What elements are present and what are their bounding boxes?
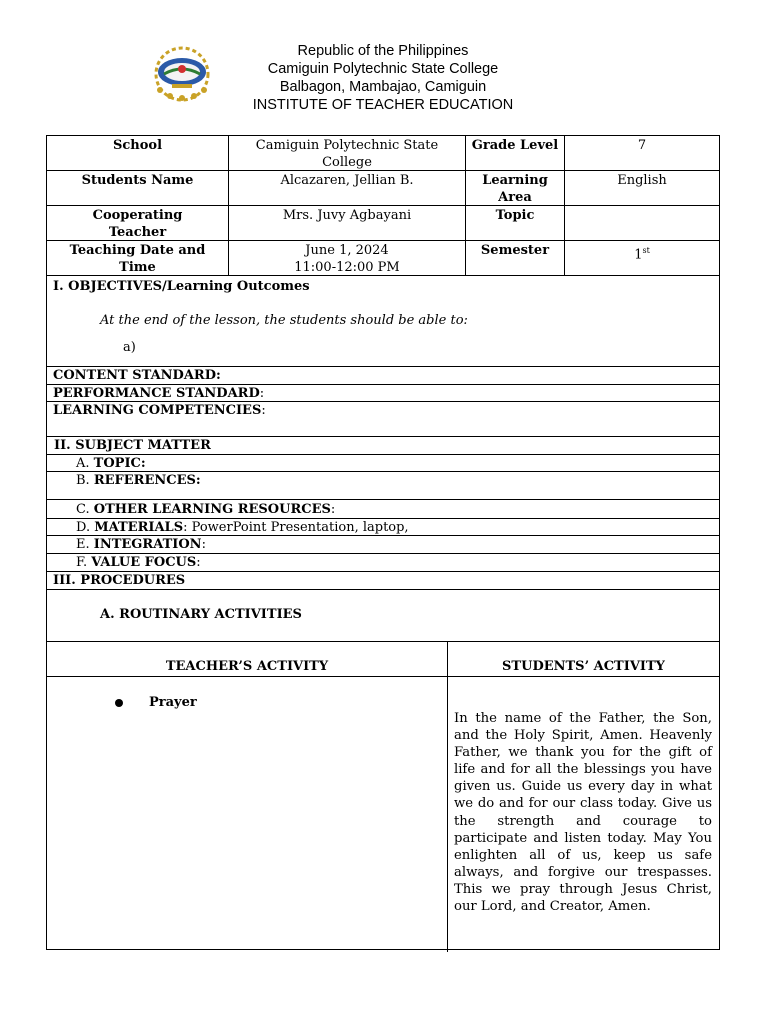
subject-item-topic-row (47, 454, 719, 472)
subject-item-label: OTHER LEARNING RESOURCES (93, 502, 331, 517)
subject-item-integration-row (47, 535, 719, 554)
routinary-activities-heading: A. ROUTINARY ACTIVITIES (100, 607, 302, 622)
procedures-heading: III. PROCEDURES (53, 573, 186, 588)
header-line-republic: Republic of the Philippines (297, 43, 469, 59)
subject-item-label: VALUE FOCUS (91, 555, 197, 570)
info-row-school (47, 136, 719, 170)
learning-competencies-label: LEARNING COMPETENCIES (53, 403, 262, 418)
header-line-college: Camiguin Polytechnic State College (267, 61, 499, 77)
subject-item-rest: : PowerPoint Presentation, laptop, (183, 520, 409, 535)
subject-matter-heading-row (47, 436, 719, 455)
subject-item-label: INTEGRATION (93, 537, 202, 552)
grade-level-label: Grade Level (465, 136, 564, 170)
subject-item-label: TOPIC: (93, 456, 146, 471)
learning-competencies-row (47, 401, 719, 437)
teachers-activity-header: TEACHER’S ACTIVITY (165, 659, 329, 674)
cooperating-teacher-value: Mrs. Juvy Agbayani (228, 206, 465, 241)
subject-item-rest: : (201, 537, 206, 552)
semester-label: Semester (465, 241, 564, 276)
subject-item-letter: F. (76, 555, 88, 570)
subject-item-references-row (47, 471, 719, 500)
topic-label: Topic (465, 206, 564, 241)
students-activity-header: STUDENTS’ ACTIVITY (447, 642, 719, 677)
subject-item-letter: A. (76, 456, 90, 471)
school-label: School (112, 138, 163, 153)
objective-item-a: a) (123, 340, 136, 355)
student-name-value: Alcazaren, Jellian B. (228, 171, 465, 206)
info-row-student (47, 170, 719, 206)
subject-item-rest: : (196, 555, 201, 570)
cooperating-teacher-label: Cooperating Teacher (92, 208, 183, 240)
performance-standard-row (47, 384, 719, 402)
grade-level-value: 7 (564, 136, 719, 170)
teaching-time: 11:00-12:00 PM (294, 260, 400, 275)
bullet-icon (115, 699, 123, 707)
prayer-activity-row (47, 676, 719, 952)
learning-area-value: English (564, 171, 719, 206)
subject-item-resources-row (47, 499, 719, 519)
student-name-label: Students Name (81, 173, 194, 188)
subject-item-letter: C. (76, 502, 90, 517)
procedures-heading-row (47, 571, 719, 590)
performance-standard-label: PERFORMANCE STANDARD (53, 386, 260, 401)
prayer-label: Prayer (149, 695, 197, 710)
objectives-intro: At the end of the lesson, the students should be able to: (100, 313, 468, 328)
routinary-activities-row (47, 589, 719, 642)
teacher-prayer-cell (47, 677, 447, 952)
content-standard-row (47, 366, 719, 385)
teaching-date: June 1, 2024 (305, 243, 389, 258)
header-line-institute: INSTITUTE OF TEACHER EDUCATION (252, 97, 514, 113)
subject-item-rest: : (330, 502, 336, 517)
teaching-date-label: Teaching Date and Time (69, 243, 206, 275)
learning-competencies-colon: : (261, 403, 266, 418)
objectives-section (47, 275, 719, 367)
activity-columns-header-row (47, 641, 719, 677)
lesson-plan-table (46, 135, 720, 950)
content-standard-label: CONTENT STANDARD: (53, 368, 221, 383)
subject-item-materials-row (47, 518, 719, 536)
school-value: Camiguin Polytechnic State College (228, 136, 465, 170)
info-row-cooperating-teacher (47, 205, 719, 241)
objectives-heading: I. OBJECTIVES/Learning Outcomes (53, 279, 310, 294)
info-row-teaching-date (47, 240, 719, 276)
topic-value (564, 206, 719, 241)
subject-item-letter: D. (76, 520, 91, 535)
learning-area-label: Learning Area (465, 171, 564, 206)
subject-item-letter: E. (76, 537, 90, 552)
teaching-date-value (228, 241, 465, 276)
header-line-address: Balbagon, Mambajao, Camiguin (279, 79, 487, 95)
semester-number: 1 (634, 247, 643, 263)
subject-item-label: MATERIALS (94, 520, 184, 535)
subject-item-letter: B. (76, 473, 90, 488)
subject-item-label: REFERENCES: (93, 473, 201, 488)
semester-ordinal: st (642, 246, 650, 255)
performance-standard-colon: : (259, 386, 265, 401)
document-header (200, 42, 566, 114)
subject-item-value-focus-row (47, 553, 719, 572)
students-prayer-text: In the name of the Father, the Son, and the Holy Spirit, Amen. Heavenly Father, we thank you for the gift of life and for all the blessings you have given us. Guide us every day in what we do and for our class today. Give us the strength and courage to participate and listen today. May You enlighten all of us, keep us safe always, and forgive our trespasses. This we pray through Jesus Christ, our Lord, and Creator, Amen. (447, 677, 719, 952)
subject-matter-heading: II. SUBJECT MATTER (54, 438, 211, 453)
semester-value (564, 241, 719, 276)
